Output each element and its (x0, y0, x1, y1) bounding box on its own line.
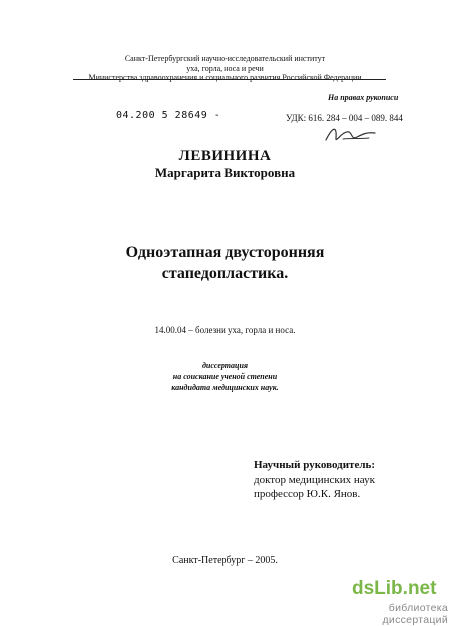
supervisor-name: профессор Ю.К. Янов. (254, 488, 361, 500)
supervisor-heading: Научный руководитель: (254, 459, 375, 471)
dissertation-note (0, 360, 450, 393)
author-given-names: Маргарита Викторовна (154, 165, 296, 180)
institute-line-1: Санкт-Петербургский научно-исследовательский институт (124, 54, 326, 63)
institute-line-3: Министерства здравоохранения и социального развития Российской Федерации (88, 73, 362, 82)
city-year: Санкт-Петербург – 2005. (172, 555, 278, 566)
watermark[interactable] (330, 578, 448, 626)
specialty-code: 14.00.04 – болезни уха, горла и носа. (154, 325, 296, 335)
thesis-title-line-1: Одноэтапная двусторонняя (125, 244, 325, 261)
manuscript-note: На правах рукописи (328, 93, 399, 102)
supervisor-degree: доктор медицинских наук (254, 474, 375, 486)
watermark-logo: dsLib.net (352, 578, 437, 599)
watermark-subtitle: библиотека диссертаций (382, 602, 448, 626)
udk-code: УДК: 616. 284 – 004 – 089. 844 (286, 113, 403, 123)
header-divider (73, 79, 386, 80)
institute-line-2: уха, горла, носа и речи (186, 64, 264, 73)
thesis-title-line-2: стапедопластика. (161, 265, 289, 282)
dissertation-line-3: кандидата медицинских наук. (171, 383, 279, 392)
thesis-title (0, 242, 450, 284)
dissertation-line-1: диссертация (201, 361, 249, 370)
handwritten-signature (323, 120, 378, 146)
dissertation-line-2: на соискание ученой степени (172, 372, 278, 381)
author-surname: ЛЕВИНИНА (178, 148, 272, 164)
inventory-number: 04.200 5 28649 - (116, 110, 221, 121)
